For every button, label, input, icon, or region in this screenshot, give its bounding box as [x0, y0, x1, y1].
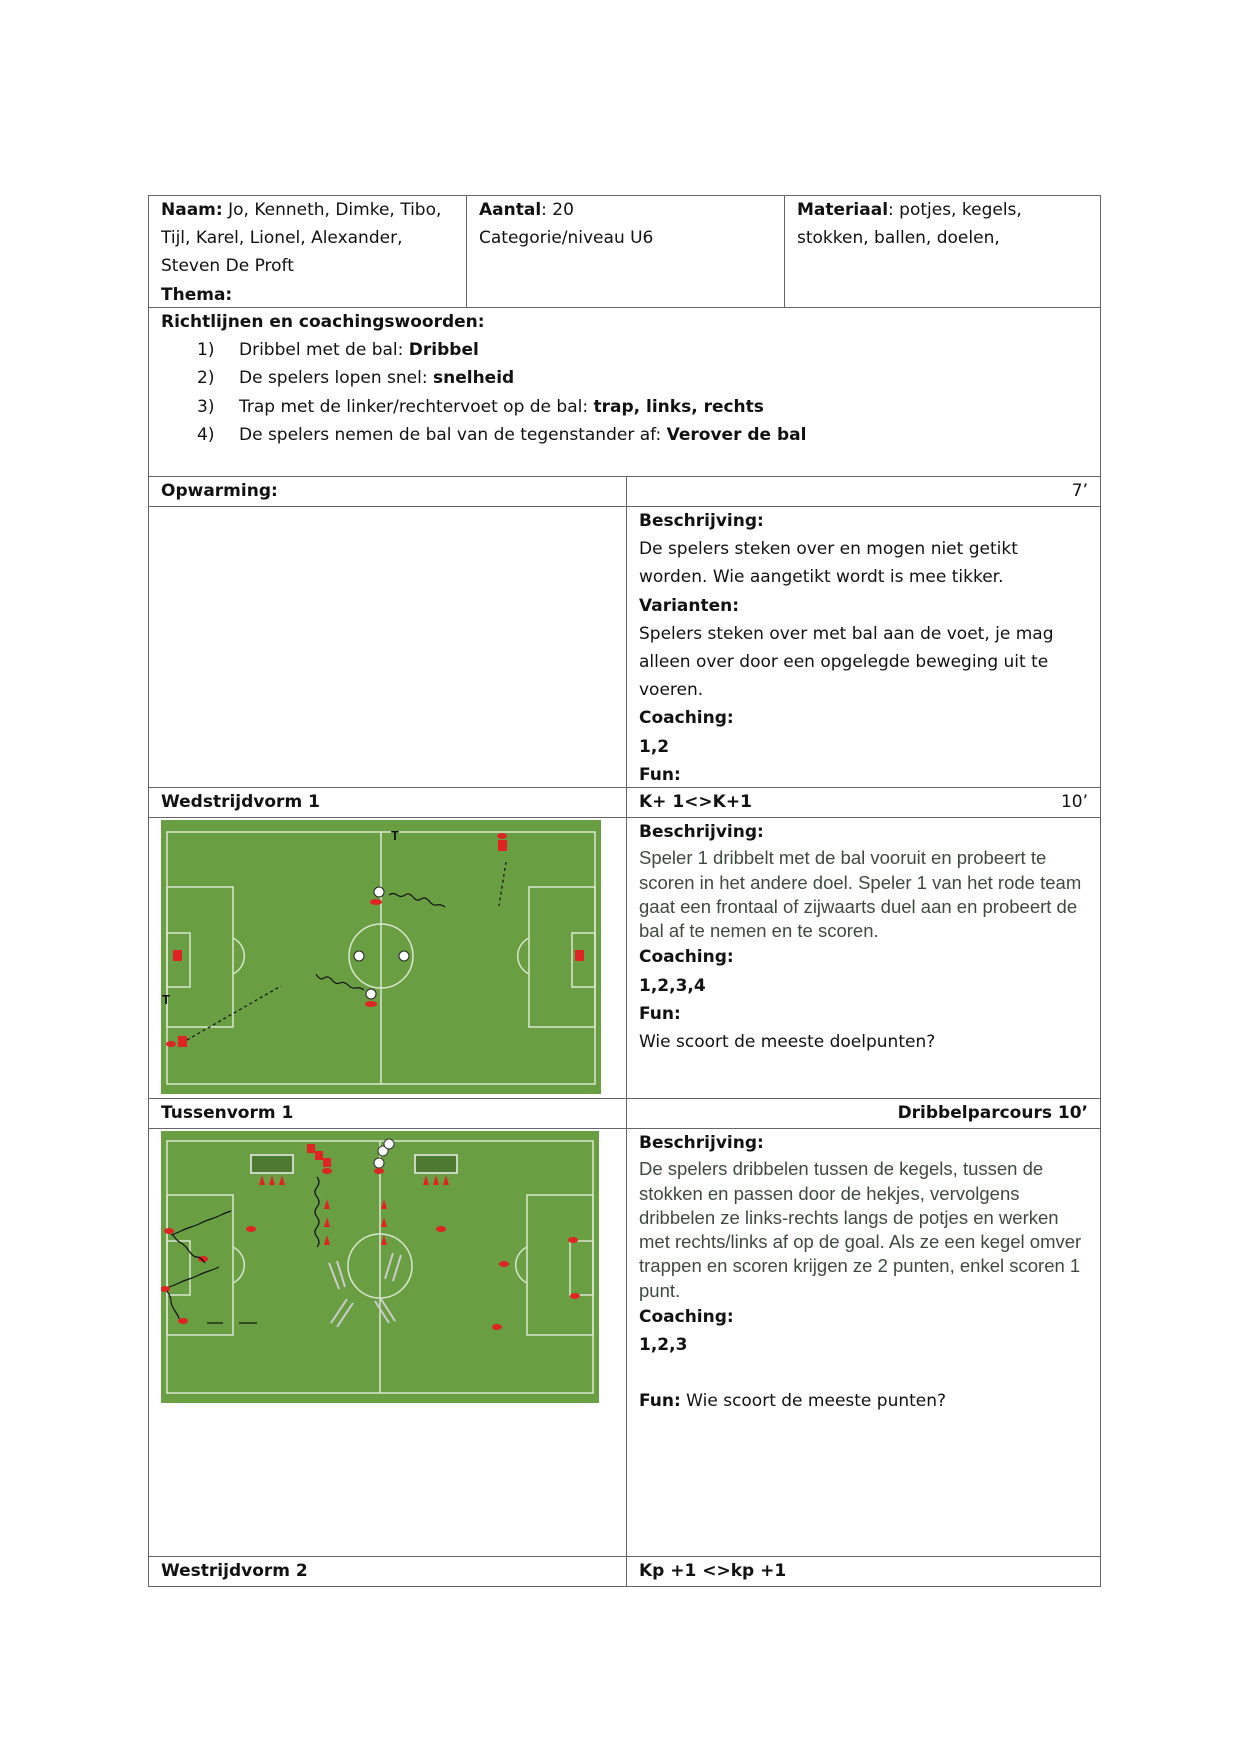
trainer-marker-top: T [391, 828, 399, 843]
fun-label: Fun: [639, 1003, 681, 1024]
wedstrijdvorm2-format: Kp +1 <>kp +1 [639, 1561, 787, 1581]
opwarming-header-row [148, 477, 1101, 507]
varianten-label: Varianten: [639, 595, 740, 616]
red-player-icon [307, 1144, 315, 1153]
coaching-label: Coaching: [639, 708, 734, 729]
trainer-marker-left: T [162, 992, 170, 1007]
marker-icon [499, 1261, 509, 1267]
opwarming-content-row [148, 507, 1101, 788]
opwarming-diagram-cell [149, 507, 626, 787]
beschrijving-text: De spelers steken over en mogen niet getikt worden. Wie aangetikt wordt is mee tikker. [639, 539, 1018, 588]
red-player-icon [498, 840, 507, 851]
cone-icon [166, 1041, 176, 1047]
tussenvorm1-right-cell [626, 1099, 1100, 1128]
tussenvorm1-content-row [148, 1129, 1101, 1557]
marker-icon [164, 1228, 174, 1234]
coaching-label: Coaching: [639, 1306, 734, 1327]
item-text: De spelers nemen de bal van de tegenstander af: [239, 424, 667, 445]
wedstrijdvorm1-description-cell [626, 818, 1100, 1098]
tussenvorm1-right-title: Dribbelparcours 10’ [897, 1103, 1088, 1123]
coaching-value: 1,2 [639, 736, 670, 757]
red-player-icon [323, 1158, 331, 1167]
beschrijving-label: Beschrijving: [639, 1133, 764, 1153]
wedstrijdvorm2-format-cell [626, 1557, 1100, 1586]
marker-icon [568, 1237, 578, 1243]
pitch-diagram-1 [161, 820, 601, 1094]
opwarming-description-cell [626, 507, 1100, 787]
white-player-icon [366, 989, 376, 999]
aantal-value: : 20 [541, 200, 574, 220]
white-player-icon [374, 1158, 384, 1168]
session-plan-table [148, 195, 1101, 1587]
wedstrijdvorm1-content-row [148, 818, 1101, 1099]
richtlijnen-row [148, 308, 1101, 477]
item-keyword: Dribbel [408, 340, 479, 361]
beschrijving-text: De spelers dribbelen tussen de kegels, tussen de stokken en passen door de hekjes, vervolgens dribbelen ze links-rechts langs de potjes en werken met rechts/links af op de goal. Als ze een kegel omver trappen en scoren krijgen ze 2 punten, enkel scoren 1 punt. [639, 1158, 1082, 1301]
aantal-cell [466, 196, 784, 307]
marker-icon [374, 1168, 384, 1174]
item-number: 4) [197, 424, 215, 445]
red-player-icon [178, 1036, 187, 1047]
spacer [639, 1359, 1088, 1387]
opwarming-duration-cell [626, 477, 1100, 506]
item-text: Trap met de linker/rechtervoet op de bal: [239, 396, 594, 417]
opwarming-duration: 7’ [1071, 481, 1088, 501]
wedstrijdvorm1-format: K+ 1<>K+1 [639, 792, 752, 812]
cone-icon [370, 899, 382, 905]
materiaal-label: Materiaal [797, 200, 889, 220]
red-player-icon [173, 950, 182, 961]
cone-icon [497, 833, 507, 839]
wedstrijdvorm1-duration: 10’ [1060, 792, 1088, 812]
red-player-icon [575, 950, 584, 961]
wedstrijdvorm1-format-cell [626, 788, 1100, 817]
white-player-icon [374, 887, 384, 897]
white-player-icon [354, 951, 364, 961]
wedstrijdvorm1-header-row [148, 788, 1101, 818]
white-player-icon [384, 1139, 394, 1149]
cone-icon [365, 1001, 377, 1007]
tussenvorm1-header-row [148, 1099, 1101, 1129]
naam-cell [149, 196, 466, 307]
pitch-diagram-2 [161, 1131, 599, 1403]
marker-icon [322, 1168, 332, 1174]
list-item [161, 393, 1088, 421]
fun-label: Fun: [639, 1391, 681, 1412]
item-keyword: Verover de bal [666, 424, 807, 445]
opwarming-title: Opwarming: [161, 481, 278, 501]
tussenvorm1-description-cell [626, 1129, 1100, 1556]
item-number: 3) [197, 396, 215, 417]
marker-icon [246, 1226, 256, 1232]
beschrijving-label: Beschrijving: [639, 822, 764, 842]
item-keyword: trap, links, rechts [593, 396, 764, 417]
header-row [148, 195, 1101, 308]
goal-icon [251, 1155, 293, 1173]
list-item [161, 421, 1088, 449]
materiaal-cell [784, 196, 1100, 307]
tussenvorm1-title: Tussenvorm 1 [161, 1103, 294, 1123]
varianten-text: Spelers steken over met bal aan de voet, je mag alleen over door een opgelegde beweging uit te voeren. [639, 623, 1054, 701]
item-number: 2) [197, 368, 215, 389]
item-keyword: snelheid [433, 368, 515, 389]
richtlijnen-title: Richtlijnen en coachingswoorden: [161, 312, 485, 332]
wedstrijdvorm2-title: Westrijdvorm 2 [161, 1561, 308, 1581]
red-player-icon [315, 1151, 323, 1160]
naam-value: Jo, Kenneth, Dimke, Tibo, Tijl, Karel, Lionel, Alexander, Steven De Proft [161, 200, 442, 277]
coaching-value: 1,2,3,4 [639, 975, 706, 996]
item-text: Dribbel met de bal: [239, 340, 409, 361]
beschrijving-label: Beschrijving: [639, 511, 764, 531]
aantal-label: Aantal [479, 200, 542, 220]
materiaal-value: : potjes, kegels, stokken, ballen, doelen, [797, 200, 1022, 249]
beschrijving-text: Speler 1 dribbelt met de bal vooruit en probeert te scoren in het andere doel. Speler 1 van het rode team gaat een frontaal of zijwaarts duel aan en probeert de bal af te nemen en te scoren. [639, 847, 1082, 942]
wedstrijdvorm1-title: Wedstrijdvorm 1 [161, 792, 320, 812]
list-item [161, 364, 1088, 392]
marker-icon [436, 1226, 446, 1232]
thema-label: Thema: [161, 284, 233, 305]
item-text: De spelers lopen snel: [239, 368, 433, 389]
item-number: 1) [197, 340, 215, 361]
marker-icon [570, 1293, 580, 1299]
marker-icon [492, 1324, 502, 1330]
goal-icon [415, 1155, 457, 1173]
white-player-icon [399, 951, 409, 961]
coaching-label: Coaching: [639, 947, 734, 968]
fun-label: Fun: [639, 764, 681, 785]
list-item [161, 336, 1088, 364]
fun-text: Wie scoort de meeste punten? [680, 1391, 947, 1412]
richtlijnen-list [161, 336, 1088, 449]
categorie-text: Categorie/niveau U6 [479, 228, 654, 249]
naam-label: Naam: [161, 200, 223, 220]
wedstrijdvorm1-diagram-cell [149, 818, 626, 1098]
fun-line [639, 1387, 1088, 1415]
coaching-value: 1,2,3 [639, 1335, 688, 1356]
wedstrijdvorm2-header-row [148, 1557, 1101, 1587]
tussenvorm1-diagram-cell [149, 1129, 626, 1556]
fun-text: Wie scoort de meeste doelpunten? [639, 1032, 936, 1052]
